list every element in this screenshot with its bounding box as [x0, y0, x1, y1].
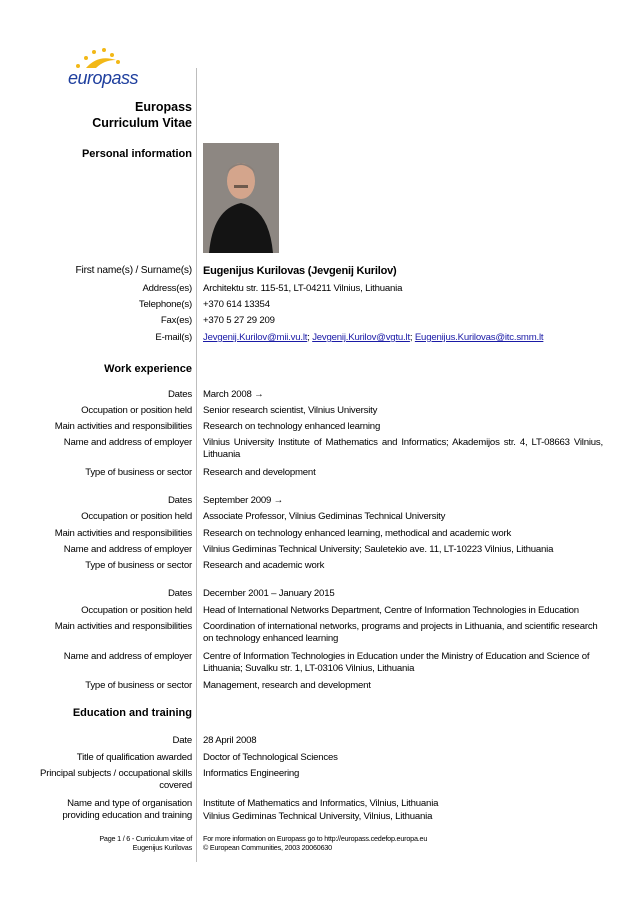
email-label: E-mail(s)	[155, 332, 192, 343]
job3-employer-label: Name and address of employer	[63, 651, 192, 662]
job1-employer-label: Name and address of employer	[63, 437, 192, 448]
job3-occupation-label: Occupation or position held	[81, 605, 192, 616]
job1-business-label: Type of business or sector	[85, 467, 192, 478]
job3-activities: Coordination of international networks, programs and projects in Lithuania, and scientific research on technology enhanced learning	[203, 621, 598, 644]
telephone-label: Telephone(s)	[138, 299, 192, 310]
job3-dates-label: Dates	[167, 588, 192, 599]
job2-activities-label: Main activities and responsibilities	[54, 528, 192, 539]
email-separator: ;	[307, 332, 313, 343]
edu-subjects-label: Principal subjects / occupational skills covered	[40, 768, 192, 791]
fax-label: Fax(es)	[160, 315, 192, 326]
address-label: Address(es)	[142, 283, 192, 294]
email-link-1[interactable]: Jevgenij.Kurilov@mii.vu.lt	[203, 332, 308, 343]
job1-occupation-label: Occupation or position held	[81, 405, 192, 416]
job2-employer-label: Name and address of employer	[63, 544, 192, 555]
job3-business: Management, research and development	[203, 680, 371, 691]
europass-logo-text: europass	[68, 68, 139, 88]
column-divider	[196, 68, 197, 862]
job2-business-label: Type of business or sector	[85, 560, 192, 571]
job2-activities: Research on technology enhanced learning, methodical and academic work	[203, 528, 512, 539]
job2-occupation-label: Occupation or position held	[81, 511, 192, 522]
job2-employer: Vilnius Gediminas Technical University; Sauletekio ave. 11, LT-10223 Vilnius, Lithuania	[203, 544, 554, 555]
address-value: Architektu str. 115-51, LT-04211 Vilnius, Lithuania	[203, 283, 403, 294]
header-europass: Europass	[135, 100, 192, 114]
job3-dates: December 2001 – January 2015	[203, 588, 335, 599]
profile-photo	[203, 143, 279, 253]
edu-title: Doctor of Technological Sciences	[203, 752, 338, 763]
email-link-3[interactable]: Eugenijus.Kurilovas@itc.smm.lt	[414, 332, 544, 343]
portrait-image	[203, 143, 279, 253]
edu-org-label: Name and type of organisation providing education and training	[62, 798, 192, 821]
telephone-value: +370 614 13354	[203, 299, 270, 310]
job1-occupation: Senior research scientist, Vilnius University	[203, 405, 378, 416]
job1-employer: Vilnius University Institute of Mathematics and Informatics; Akademijos str. 4, LT-08663 Vilnius, Lithuania	[203, 437, 603, 460]
section-work-experience: Work experience	[104, 363, 192, 375]
email-values	[203, 332, 603, 344]
section-education-training: Education and training	[72, 707, 192, 719]
europass-logo	[64, 46, 154, 90]
footer-copyright: © European Communities, 2003 20060630	[203, 843, 332, 852]
full-name: Eugenijus Kurilovas (Jevgenij Kurilov)	[203, 265, 397, 277]
job1-activities-label: Main activities and responsibilities	[54, 421, 192, 432]
job3-employer: Centre of Information Technologies in Education under the Ministry of Education and Science of Lithuania; Suvalku str. 1, LT-03106 Vilnius, Lithuania	[203, 651, 590, 674]
email-separator: ;	[409, 332, 415, 343]
edu-org-line1: Institute of Mathematics and Informatics, Vilnius, Lithuania	[203, 798, 439, 809]
job2-occupation: Associate Professor, Vilnius Gediminas Technical University	[203, 511, 446, 522]
fax-value: +370 5 27 29 209	[203, 315, 275, 326]
email-link-2[interactable]: Jevgenij.Kurilov@vgtu.lt	[312, 332, 410, 343]
job1-business: Research and development	[203, 467, 316, 478]
job3-occupation: Head of International Networks Department, Centre of Information Technologies in Education	[203, 605, 579, 616]
footer-page-info: Page 1 / 6 - Curriculum vitae of Eugenijus Kurilovas	[99, 834, 192, 852]
job3-activities-label: Main activities and responsibilities	[54, 621, 192, 632]
section-personal-information: Personal information	[81, 148, 192, 160]
job1-dates-label: Dates	[167, 389, 192, 400]
edu-date: 28 April 2008	[203, 735, 257, 746]
edu-subjects: Informatics Engineering	[203, 768, 300, 779]
job1-dates: March 2008 →	[203, 389, 264, 400]
header-cv: Curriculum Vitae	[92, 116, 192, 130]
job3-business-label: Type of business or sector	[85, 680, 192, 691]
job2-dates: September 2009 →	[203, 495, 283, 506]
job1-activities: Research on technology enhanced learning	[203, 421, 381, 432]
job2-dates-label: Dates	[167, 495, 192, 506]
name-label: First name(s) / Surname(s)	[75, 265, 192, 276]
footer-europass-info: For more information on Europass go to http://europass.cedefop.europa.eu	[203, 834, 428, 843]
edu-title-label: Title of qualification awarded	[76, 752, 192, 763]
job2-business: Research and academic work	[203, 560, 325, 571]
edu-date-label: Date	[172, 735, 192, 746]
edu-org-line2: Vilnius Gediminas Technical University, Vilnius, Lithuania	[203, 811, 433, 822]
